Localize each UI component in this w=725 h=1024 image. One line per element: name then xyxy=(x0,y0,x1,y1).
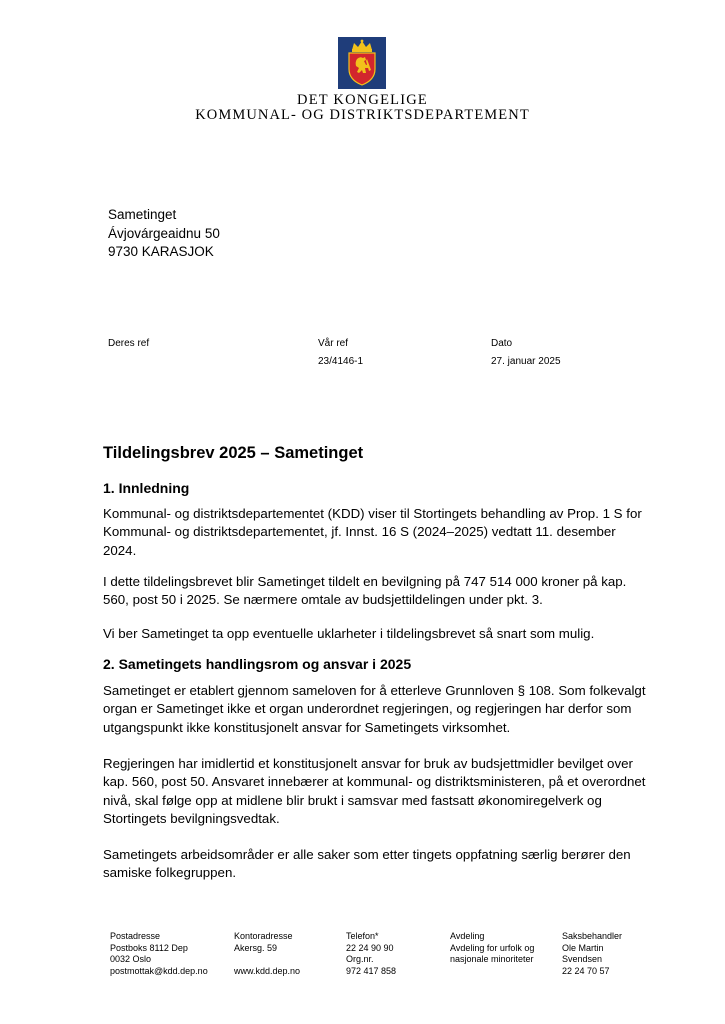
paragraph-line: 2024. xyxy=(103,542,137,558)
footer-postal-address xyxy=(110,931,208,977)
footer-value: 22 24 70 57 xyxy=(562,965,610,976)
paragraph-line: Regjeringen har imidlertid et konstitusjonelt ansvar for bruk av budsjettmidler bevilget over xyxy=(103,756,633,771)
address-line: Sametinget xyxy=(108,207,177,222)
footer-website-link[interactable]: www.kdd.dep.no xyxy=(234,965,301,976)
footer-value: Ole Martin xyxy=(562,942,604,953)
footer-office-address xyxy=(234,931,300,977)
department-name-line-2: KOMMUNAL- OG DISTRIKTSDEPARTEMENT xyxy=(195,107,530,123)
recipient-address xyxy=(108,206,220,262)
address-line: Ávjovárgeaidnu 50 xyxy=(108,225,220,241)
var-ref-value: 23/4146-1 xyxy=(318,356,364,367)
paragraph xyxy=(103,573,658,610)
footer-value: Akersg. 59 xyxy=(234,942,278,953)
paragraph-line: Sametinget er etablert gjennom sameloven for å etterleve Grunnloven § 108. Som folkevalgt xyxy=(103,683,646,698)
footer-value: 972 417 858 xyxy=(346,965,397,976)
paragraph-line: Kommunal- og distriktsdepartementet (KDD) viser til Stortingets behandling av Prop. 1 S for xyxy=(103,506,642,521)
paragraph xyxy=(103,625,658,643)
paragraph xyxy=(103,846,658,883)
paragraph-line: 560, post 50 i 2025. Se nærmere omtale av budsjettildelingen under pkt. 3. xyxy=(103,592,543,608)
date-value: 27. januar 2025 xyxy=(491,356,561,367)
department-name-line-1: DET KONGELIGE xyxy=(297,92,428,108)
footer-spacer xyxy=(234,954,300,966)
footer-value: 22 24 90 90 xyxy=(346,942,394,953)
footer-label: Avdeling xyxy=(450,931,485,941)
norwegian-coat-of-arms-icon xyxy=(338,37,386,89)
footer-value: 0032 Oslo xyxy=(110,954,152,965)
footer-label: Saksbehandler xyxy=(562,931,623,941)
footer-value: Svendsen xyxy=(562,954,603,965)
paragraph-line: Kommunal- og distriktsdepartementet, jf. Innst. 16 S (2024–2025) vedtatt 11. desember xyxy=(103,524,616,540)
footer-case-officer xyxy=(562,931,622,977)
paragraph-line: nivå, skal følge opp at midlene blir brukt i samsvar med fastsatt økonomiregelverk og xyxy=(103,792,602,808)
footer-phone xyxy=(346,931,396,977)
paragraph xyxy=(103,682,658,737)
paragraph-line: utgangspunkt ikke konstitusjonelt ansvar for Sametingets virksomhet. xyxy=(103,719,511,735)
address-line: 9730 KARASJOK xyxy=(108,244,214,259)
paragraph-line: samiske folkegruppen. xyxy=(103,865,237,881)
footer-value: Avdeling for urfolk og xyxy=(450,942,535,953)
paragraph xyxy=(103,505,658,560)
footer-label: Telefon* xyxy=(346,931,379,941)
paragraph-line: kap. 560, post 50. Ansvaret innebærer at kommunal- og distriktsministeren, på et overordnet xyxy=(103,774,646,790)
letter-title: Tildelingsbrev 2025 – Sametinget xyxy=(103,444,364,462)
footer-email-link[interactable]: postmottak@kdd.dep.no xyxy=(110,965,208,976)
var-ref-label: Vår ref xyxy=(318,338,349,349)
paragraph-line: Stortingets bevilgningsvedtak. xyxy=(103,810,280,826)
paragraph-line: organ er Sametinget ikke et organ underordnet regjeringen, og regjeringen har derfor som xyxy=(103,701,632,717)
paragraph xyxy=(103,755,658,828)
section-heading: 2. Sametingets handlingsrom og ansvar i 2025 xyxy=(103,656,412,672)
footer-label: Kontoradresse xyxy=(234,931,293,941)
date-label: Dato xyxy=(491,338,513,349)
deres-ref-label: Deres ref xyxy=(108,338,150,349)
section-heading: 1. Innledning xyxy=(103,480,190,496)
footer-value: Postboks 8112 Dep xyxy=(110,942,188,953)
footer-label: Org.nr. xyxy=(346,954,374,965)
paragraph-line: Vi ber Sametinget ta opp eventuelle uklarheter i tildelingsbrevet så snart som mulig. xyxy=(103,626,595,641)
footer-department xyxy=(450,931,534,966)
footer-label: Postadresse xyxy=(110,931,161,941)
footer-value: nasjonale minoriteter xyxy=(450,954,534,965)
paragraph-line: Sametingets arbeidsområder er alle saker som etter tingets oppfatning særlig berører den xyxy=(103,847,631,862)
paragraph-line: I dette tildelingsbrevet blir Sametinget tildelt en bevilgning på 747 514 000 kroner på kap. xyxy=(103,574,627,589)
